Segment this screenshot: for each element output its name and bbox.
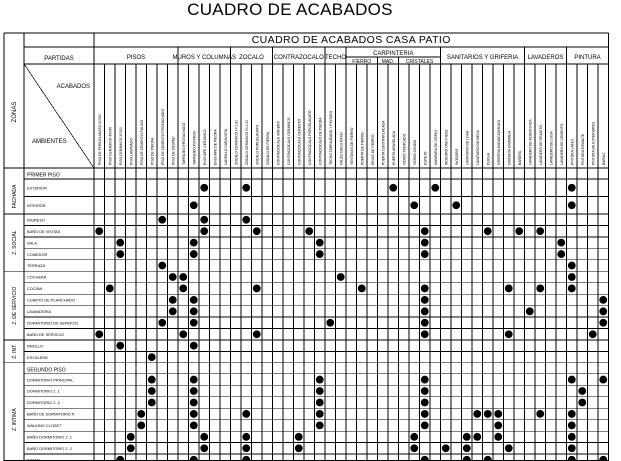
finish-dot	[494, 433, 502, 441]
finish-dot	[568, 433, 576, 441]
group-header: PINTURA	[574, 55, 601, 61]
finish-dot	[242, 216, 250, 224]
row-label: INGRESO	[27, 217, 45, 223]
column-header: CONTRAZOCALO DE PIEDRA	[318, 117, 323, 165]
finish-dot	[421, 319, 429, 327]
column-header: PISO CERAMICO 45X45	[108, 126, 113, 165]
finish-dot	[421, 410, 429, 418]
section-label: PRIMER PISO	[27, 172, 60, 179]
finish-dot	[568, 456, 576, 461]
finish-dot	[190, 410, 198, 418]
group-header: TECHO	[325, 55, 346, 61]
column-header: CONTRAZOCALO CEMENTO	[297, 118, 302, 165]
finish-dot	[442, 444, 450, 452]
column-header: LAVADERO DE LOSA	[549, 131, 554, 165]
finish-dot	[568, 421, 576, 429]
column-header: PISO CERAMICO 30X30	[118, 126, 123, 165]
column-header: ZOCALO CERAMICO H=1.20	[244, 119, 249, 165]
column-header: PUERTA CONTRAPLACADA	[381, 120, 386, 165]
column-header: PISO LAMINADO	[129, 138, 134, 165]
column-header: ENCHAPE CERAMICO	[202, 129, 207, 165]
finish-dot	[169, 273, 177, 281]
finish-dot	[253, 330, 261, 338]
column-header: PISO DE PIEDRA	[150, 137, 155, 165]
finish-dot	[536, 410, 544, 418]
ambientes-label: AMBIENTES	[32, 139, 67, 145]
column-header: PISO DE PORCELANATO 60X60	[97, 114, 102, 165]
column-header: PINTURA ESMALTE	[580, 133, 585, 165]
zonas-label: ZONAS	[12, 101, 18, 123]
finish-dot	[253, 227, 261, 235]
column-header: VIDRIO CRUDO	[412, 139, 417, 165]
row-label: COCHERA	[27, 274, 47, 280]
finish-dot	[421, 285, 429, 293]
column-header: DUCHA	[486, 152, 491, 165]
finish-dot	[190, 399, 198, 407]
finish-dot	[200, 227, 208, 235]
finish-dot	[463, 433, 471, 441]
row-label: COCINA	[27, 286, 43, 292]
row-label: DORMITORIO 2. 2	[27, 400, 60, 406]
finish-dot	[95, 330, 103, 338]
finish-dot	[106, 285, 114, 293]
finish-dot	[116, 239, 124, 247]
finish-dot	[190, 201, 198, 209]
column-header: GRIFERIA CROMADA	[507, 130, 512, 165]
column-header: CONTRAZOCALO CERAMICO	[286, 117, 291, 165]
finish-dot	[421, 387, 429, 395]
finish-dot	[421, 456, 429, 461]
subgroup-header: FIERRO	[352, 59, 372, 65]
finish-dot	[421, 239, 429, 247]
column-header: ZOCALO CERAMICO H=1.80	[234, 119, 239, 165]
finish-dot	[536, 227, 544, 235]
column-header: PISO DE CEMENTO FROTACHADO	[160, 108, 165, 165]
finish-dot	[116, 342, 124, 350]
finish-dot	[316, 421, 324, 429]
row-label: SALA	[27, 240, 37, 246]
row-label: ESCALERA	[27, 354, 48, 360]
finish-dot	[190, 319, 198, 327]
finish-dot	[116, 456, 124, 461]
column-header: LAVATORIO DE MESA	[475, 130, 480, 165]
finish-dot	[148, 376, 156, 384]
column-header: PINTURA LATEX	[570, 138, 575, 165]
row-label: BAÑO DORMITORIO 2. 2	[27, 445, 72, 451]
finish-dot	[316, 239, 324, 247]
finish-dot	[505, 330, 513, 338]
finish-dot	[253, 285, 261, 293]
finish-dot	[568, 285, 576, 293]
finish-dot	[410, 444, 418, 452]
column-header: MAMPARA DE VIDRIO	[433, 130, 438, 165]
finish-dot	[389, 184, 397, 192]
finish-dot	[137, 421, 145, 429]
row-label: DORMITORIO PRINCIPAL	[27, 377, 74, 383]
finish-dot	[599, 456, 607, 461]
finish-dot	[190, 387, 198, 395]
finish-dot	[127, 444, 135, 452]
finish-dot	[295, 444, 303, 452]
finish-dot	[316, 250, 324, 258]
finish-dot	[190, 307, 198, 315]
finish-dot	[242, 433, 250, 441]
zone-label: Z. INTIMA	[12, 408, 18, 432]
finish-dot	[190, 342, 198, 350]
row-label: BAÑO DE SERVICIO	[27, 331, 65, 337]
finish-dot	[179, 330, 187, 338]
finish-dot	[190, 421, 198, 429]
finish-dot	[148, 399, 156, 407]
finish-dot	[421, 376, 429, 384]
page-title: CUADRO DE ACABADOS	[187, 0, 393, 19]
finish-dot	[179, 273, 187, 281]
group-header: MUROS Y COLUMNAS	[172, 55, 236, 61]
finish-dot	[242, 456, 250, 461]
column-header: REJAS DE FIERRO	[370, 134, 375, 165]
column-header: ENCHAPE DE PIEDRA	[213, 129, 218, 165]
column-header: ESPEJO	[423, 151, 428, 165]
finish-dot	[473, 410, 481, 418]
finish-dot	[484, 410, 492, 418]
column-header: LADRILLO CARAVISTA	[223, 128, 228, 165]
finish-dot	[421, 296, 429, 304]
zone-label: Z. INT.	[12, 344, 18, 359]
column-header: TARRAJEO FROTACHADO	[181, 122, 186, 165]
finish-dot	[484, 456, 492, 461]
column-header: PUERTA DE FIERRO	[360, 132, 365, 165]
finish-dot	[494, 421, 502, 429]
row-label: PASILLO	[27, 343, 43, 349]
finish-dot	[127, 433, 135, 441]
finish-dot	[589, 330, 597, 338]
finish-dot	[410, 201, 418, 209]
column-header: PINTURA DE EXTERIORES	[591, 121, 596, 165]
finish-dot	[190, 239, 198, 247]
finish-dot	[316, 376, 324, 384]
column-header: INODORO	[454, 148, 459, 165]
finish-dot	[200, 444, 208, 452]
finish-dot	[169, 296, 177, 304]
finish-dot	[179, 285, 187, 293]
finish-dot	[190, 250, 198, 258]
finish-dot	[116, 250, 124, 258]
finish-dot	[421, 227, 429, 235]
column-header: CONTRAZOCALO PORCELANATO	[307, 110, 312, 165]
row-label: DORMITORIO DE SERVICIO	[27, 320, 79, 326]
finish-dot	[578, 387, 586, 395]
finish-dot	[242, 410, 250, 418]
column-header: VIDRIO TEMPLADO	[402, 133, 407, 165]
column-header: LAVADERO DE GRANITO	[538, 125, 543, 165]
finish-dot	[463, 456, 471, 461]
finish-dot	[568, 410, 576, 418]
zone-label: Z. DE SERVICIO	[12, 286, 18, 325]
finish-dot	[599, 319, 607, 327]
column-header: CONTRAZOCALO MADERA	[276, 121, 281, 165]
finish-dot	[200, 216, 208, 224]
row-label: CUARTO DE PLANCHADO	[27, 297, 76, 303]
finish-dot	[316, 387, 324, 395]
finish-dot	[148, 353, 156, 361]
finish-dot	[158, 319, 166, 327]
column-header: FALSO CIELO RASO	[339, 132, 344, 165]
finish-dot	[158, 262, 166, 270]
acabados-label: ACABADOS	[56, 84, 90, 90]
finish-dot	[473, 433, 481, 441]
finish-dot	[463, 444, 471, 452]
finish-dot	[326, 319, 334, 327]
finish-dot	[305, 227, 313, 235]
column-header: BAÑERA	[517, 151, 522, 165]
row-label: DORMITORIO 2. 1	[27, 388, 60, 394]
finish-dot	[158, 216, 166, 224]
row-label: BAÑO DE VISITAS	[27, 228, 61, 234]
finish-dot	[410, 433, 418, 441]
finish-dot	[431, 184, 439, 192]
finish-dot	[200, 184, 208, 192]
finish-dot	[568, 273, 576, 281]
subgroup-header: CRISTALES	[405, 59, 434, 65]
zone-label: FACHADA	[12, 184, 18, 209]
finish-dot	[568, 184, 576, 192]
row-label: BAÑO DE DORMITORIO P.	[27, 411, 76, 417]
finish-dot	[337, 273, 345, 281]
finish-dot	[515, 227, 523, 235]
group-header: PISOS	[126, 55, 146, 61]
finish-dot	[557, 250, 565, 258]
finish-dot	[568, 444, 576, 452]
finish-dot	[358, 285, 366, 293]
row-label: EXTERIOR	[27, 185, 47, 191]
finish-dot	[505, 285, 513, 293]
finish-dot	[421, 330, 429, 338]
finish-dot	[599, 296, 607, 304]
group-header: ZOCALO	[239, 55, 264, 61]
column-header: TECHO TARRAJEADO Y PINTADO	[328, 110, 333, 165]
finish-dot	[190, 456, 198, 461]
finish-dot	[242, 184, 250, 192]
finish-dot	[494, 410, 502, 418]
finish-dot	[421, 250, 429, 258]
column-header: TARRAJEO PINTADO	[192, 131, 197, 165]
row-label: LAVANDERIA	[27, 309, 52, 315]
column-header: PISO DE CEMENTO PULIDO	[139, 119, 144, 165]
column-header: INODORO ONE PIECE	[444, 129, 449, 165]
finish-dot	[568, 201, 576, 209]
column-header: LAVATORIO DE LOSA	[465, 130, 470, 165]
column-header: BARNIZ	[601, 152, 606, 165]
row-label: WALKING CLOSET	[27, 423, 62, 429]
column-header: VENTANAS DE FIERRO	[349, 127, 354, 165]
finish-dot	[536, 285, 544, 293]
partidas-label: PARTIDAS	[44, 56, 74, 62]
finish-dot	[316, 399, 324, 407]
finish-dot	[421, 307, 429, 315]
finish-dot	[316, 410, 324, 418]
finish-dot	[568, 262, 576, 270]
group-header: CARPINTERIA	[373, 51, 414, 57]
row-label: INTERIOR	[27, 202, 46, 208]
finish-dot	[505, 444, 513, 452]
row-label: ESTAR	[27, 457, 40, 461]
finish-dot	[484, 227, 492, 235]
group-header: SANITARIOS Y GRIFERIA	[446, 55, 519, 61]
section-label: SEGUNDO PISO	[27, 367, 66, 374]
finish-dot	[169, 307, 177, 315]
finish-dot	[599, 307, 607, 315]
column-header: LAVADERO DE ACERO INOX.	[528, 118, 533, 165]
row-label: COMEDOR	[27, 251, 48, 257]
column-header: PUERTA APANELADA	[391, 130, 396, 165]
finish-dot	[242, 444, 250, 452]
finish-dot	[557, 239, 565, 247]
column-header: GRIFERIA MONOCOMANDO	[496, 119, 501, 165]
header-diagonal	[24, 64, 94, 168]
finish-dot	[599, 376, 607, 384]
group-header: CONTRAZOCALO	[273, 55, 324, 61]
finish-dot	[190, 296, 198, 304]
column-header: ZOCALO PORCELANATO	[255, 124, 260, 165]
finish-dot	[452, 201, 460, 209]
table-title: CUADRO DE ACABADOS CASA PATIO	[251, 34, 451, 46]
finish-dot	[200, 433, 208, 441]
finish-dot	[526, 307, 534, 315]
row-label: BAÑO DORMITORIO 2. 1	[27, 434, 72, 440]
row-label: TERRAZA	[27, 263, 46, 269]
column-header: LAVADERO DE CEMENTO	[559, 123, 564, 165]
column-header: ZOCALO DE PIEDRA	[265, 131, 270, 165]
zone-label: Z. SOCIAL	[12, 230, 18, 255]
finish-dot	[421, 399, 429, 407]
finish-dot	[295, 433, 303, 441]
finish-dot	[95, 227, 103, 235]
finish-dot	[568, 376, 576, 384]
column-header: PISO DE CESPED	[171, 136, 176, 165]
finish-dot	[190, 376, 198, 384]
finish-dot	[578, 399, 586, 407]
finish-dot	[137, 410, 145, 418]
subgroup-header: MAD.	[381, 59, 395, 65]
finish-dot	[148, 387, 156, 395]
finish-dot	[421, 421, 429, 429]
group-header: LAVADEROS	[527, 55, 564, 61]
